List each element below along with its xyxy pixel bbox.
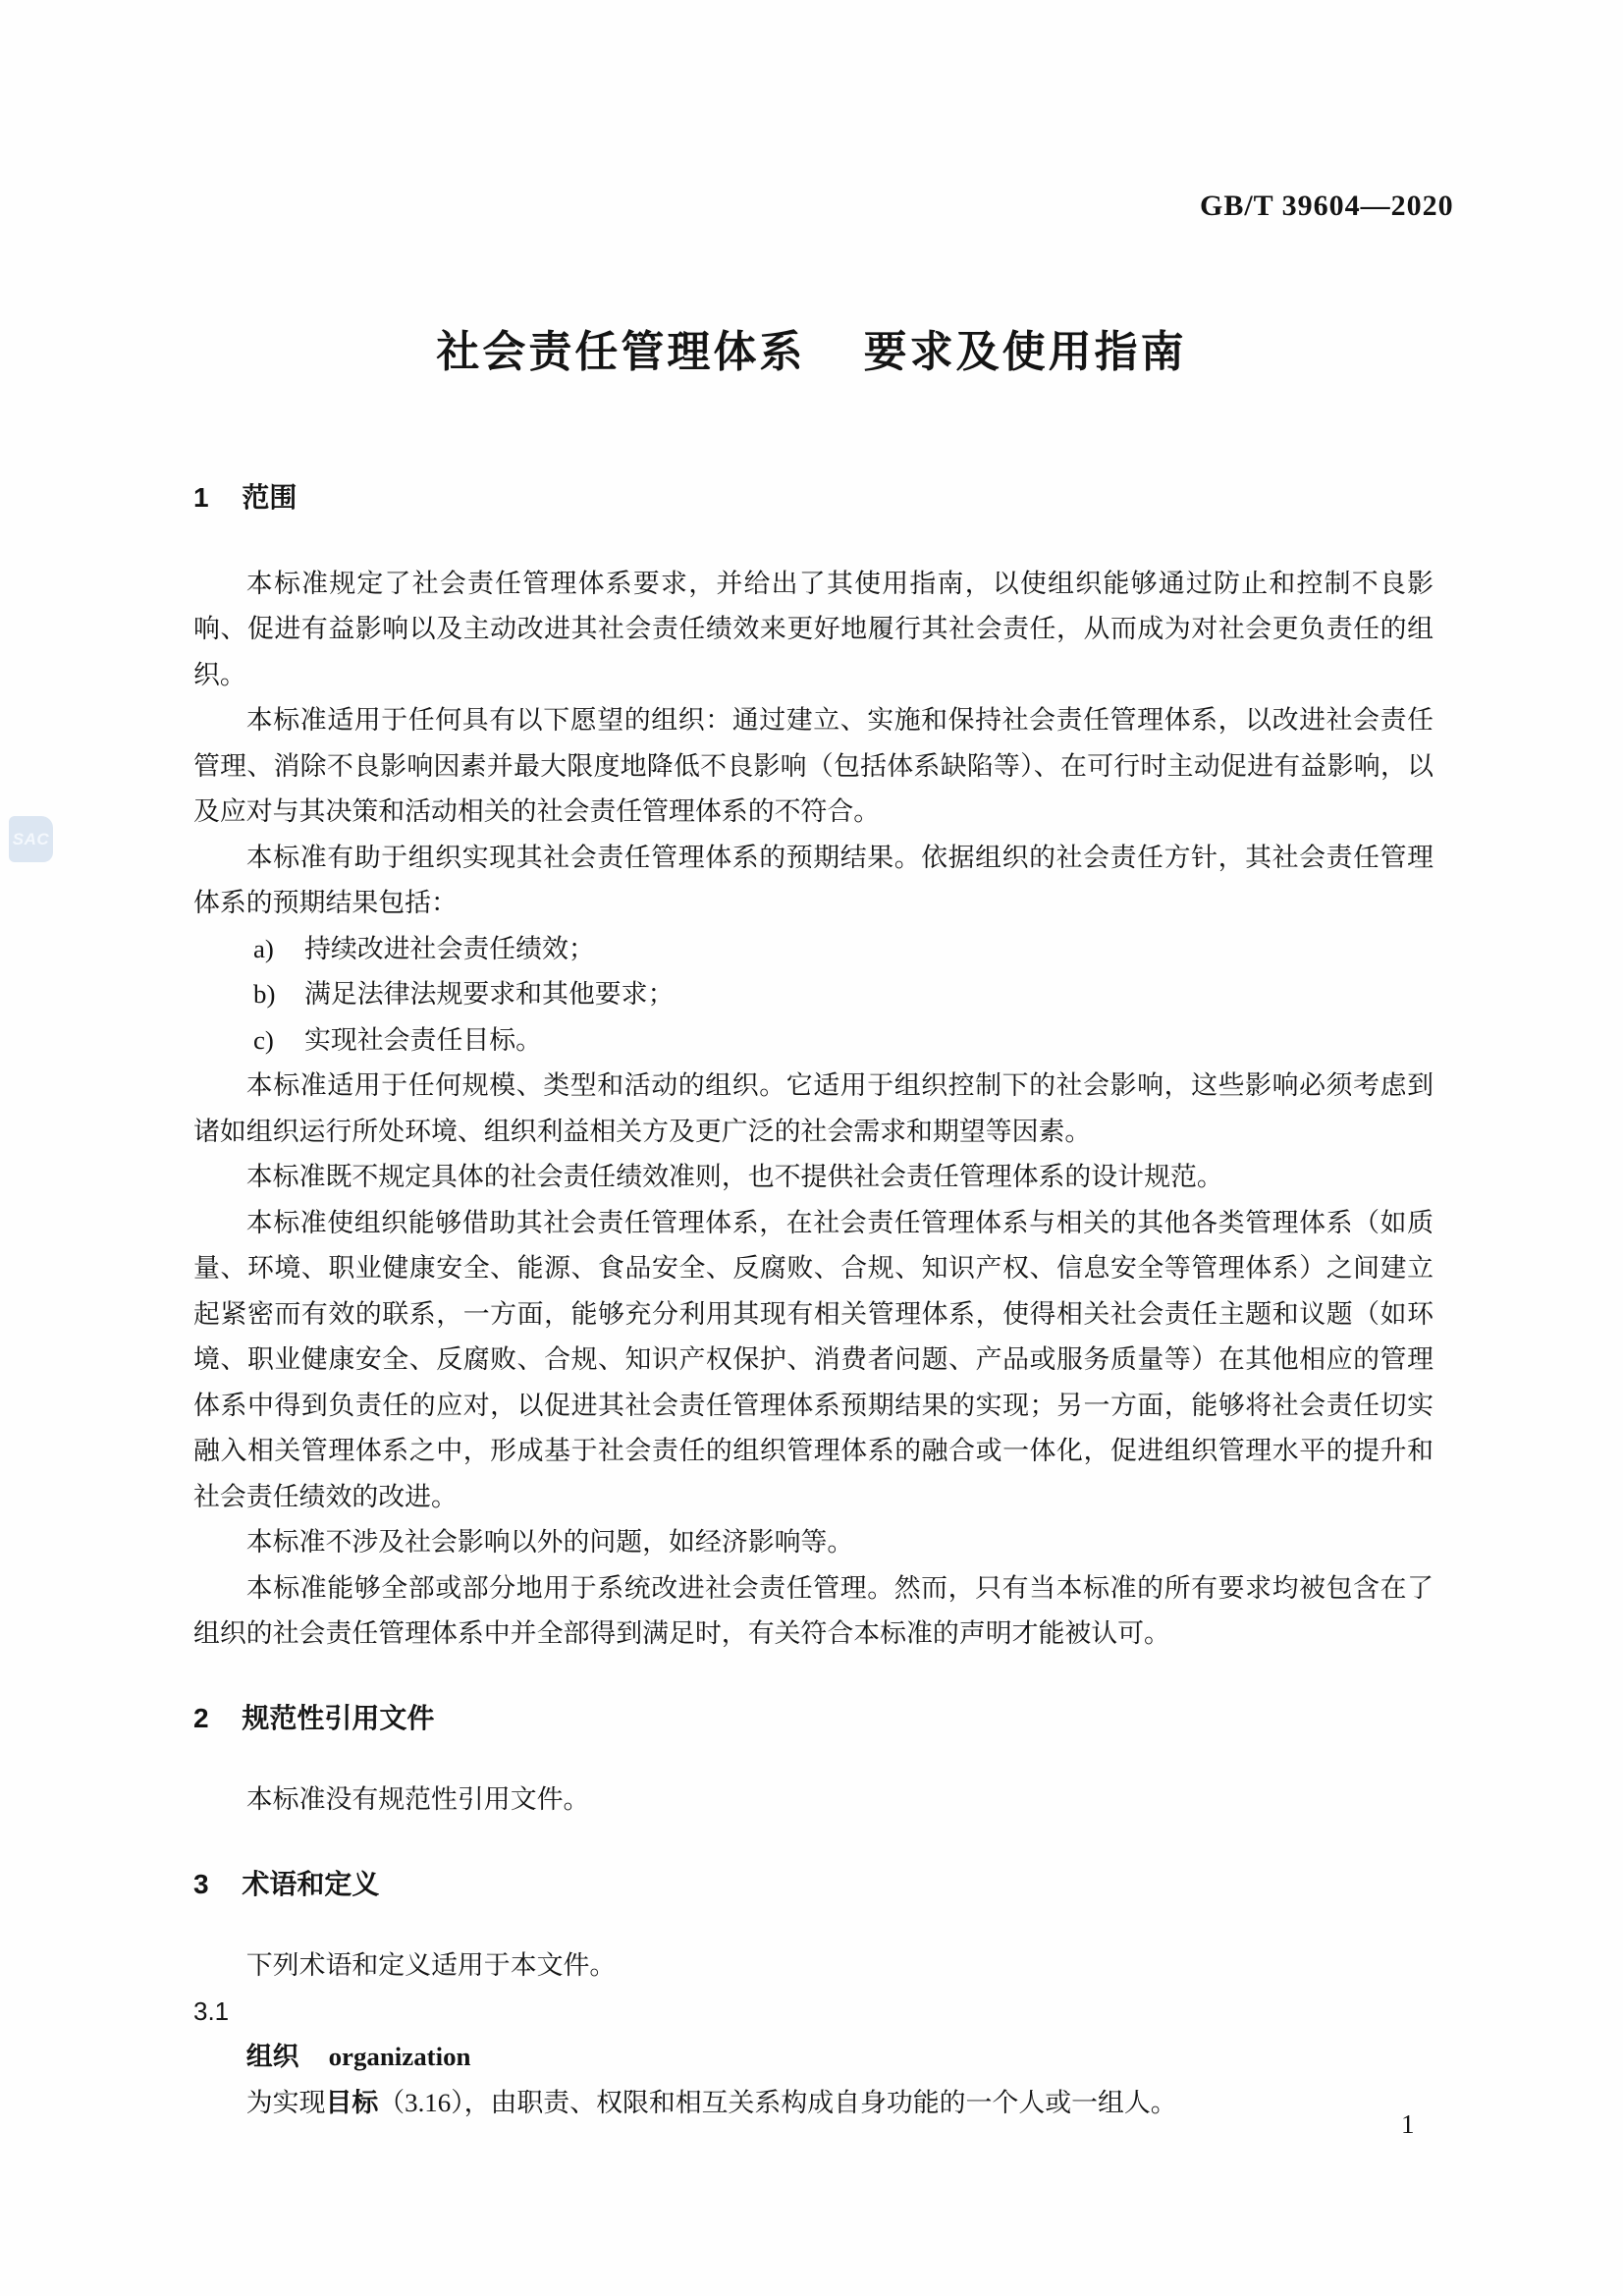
- list-marker: b): [253, 979, 276, 1009]
- paragraph: 本标准有助于组织实现其社会责任管理体系的预期结果。依据组织的社会责任方针，其社会责任管理体系的预期结果包括：: [193, 842, 1434, 917]
- list-text: 满足法律法规要求和其他要求；: [304, 979, 675, 1009]
- sac-watermark-badge: [9, 816, 53, 862]
- page-number: 1: [1401, 2109, 1415, 2139]
- paragraph: 本标准规定了社会责任管理体系要求，并给出了其使用指南，以使组织能够通过防止和控制不良影响、促进有益影响以及主动改进其社会责任绩效来更好地履行其社会责任，从而成为对社会更负责任的组织。: [193, 568, 1434, 689]
- document-title-part1: 社会责任管理体系: [436, 328, 806, 376]
- section-heading-scope: [193, 475, 1434, 521]
- section-title: 术语和定义: [242, 1868, 380, 1899]
- list-item: [193, 926, 1434, 972]
- term-entry-title: [193, 2034, 1434, 2080]
- paragraph: 本标准既不规定具体的社会责任绩效准则，也不提供社会责任管理体系的设计规范。: [245, 1162, 1223, 1191]
- list-item: [193, 1017, 1434, 1064]
- document-body: [193, 475, 1434, 2125]
- list-marker: c): [253, 1024, 274, 1055]
- term-definition: [193, 2080, 1434, 2126]
- section-title: 范围: [242, 482, 298, 513]
- definition-bold-term: 目标: [325, 2087, 379, 2117]
- list-item: [193, 971, 1434, 1017]
- list-marker: a): [253, 933, 274, 963]
- paragraph: 本标准适用于任何具有以下愿望的组织：通过建立、实施和保持社会责任管理体系，以改进社会责任管理、消除不良影响因素并最大限度地降低不良影响（包括体系缺陷等）、在可行时主动促进有益影响，以及应对与其决策和活动相关的社会责任管理体系的不符合。: [193, 705, 1434, 826]
- section-number: 1: [193, 482, 209, 513]
- section-title: 规范性引用文件: [242, 1702, 435, 1733]
- section-heading-normative-references: [193, 1696, 1434, 1742]
- section-heading-terms-definitions: [193, 1862, 1434, 1908]
- sac-watermark-label: SAC: [12, 829, 50, 848]
- section-number: 3: [193, 1868, 209, 1899]
- term-entry-id: 3.1: [193, 1995, 230, 2026]
- term-english: organization: [328, 2042, 471, 2071]
- definition-text: 为实现: [245, 2087, 326, 2117]
- paragraph: 本标准适用于任何规模、类型和活动的组织。它适用于组织控制下的社会影响，这些影响必须考虑到诸如组织运行所处环境、组织利益相关方及更广泛的社会需求和期望等因素。: [193, 1070, 1434, 1146]
- list-text: 持续改进社会责任绩效；: [304, 933, 595, 963]
- paragraph: 本标准能够全部或部分地用于系统改进社会责任管理。然而，只有当本标准的所有要求均被包含在了组织的社会责任管理体系中并全部得到满足时，有关符合本标准的声明才能被认可。: [193, 1572, 1434, 1648]
- definition-text: （3.16），由职责、权限和相互关系构成自身功能的一个人或一组人。: [378, 2087, 1177, 2117]
- paragraph: 本标准不涉及社会影响以外的问题，如经济影响等。: [245, 1527, 854, 1557]
- list-text: 实现社会责任目标。: [304, 1024, 543, 1055]
- document-title-part2: 要求及使用指南: [863, 328, 1187, 376]
- term-chinese: 组织: [245, 2042, 299, 2071]
- paragraph: 本标准没有规范性引用文件。: [245, 1784, 590, 1814]
- document-title: [0, 316, 1623, 379]
- paragraph: 本标准使组织能够借助其社会责任管理体系，在社会责任管理体系与相关的其他各类管理体系（如质量、环境、职业健康安全、能源、食品安全、反腐败、合规、知识产权、信息安全等管理体系）之间建立起紧密而有效的联系，一方面，能够充分利用其现有相关管理体系，使得相关社会责任主题和议题（如环境、职业健康安全、反腐败、合规、知识产权保护、消费者问题、产品或服务质量等）在其他相应的管理体系中得到负责任的应对，以促进其社会责任管理体系预期结果的实现；另一方面，能够将社会责任切实融入相关管理体系之中，形成基于社会责任的组织管理体系的融合或一体化，促进组织管理水平的提升和社会责任绩效的改进。: [193, 1207, 1434, 1511]
- section-number: 2: [193, 1702, 209, 1733]
- paragraph: 下列术语和定义适用于本文件。: [245, 1950, 617, 1980]
- standard-code: GB/T 39604—2020: [1200, 190, 1454, 222]
